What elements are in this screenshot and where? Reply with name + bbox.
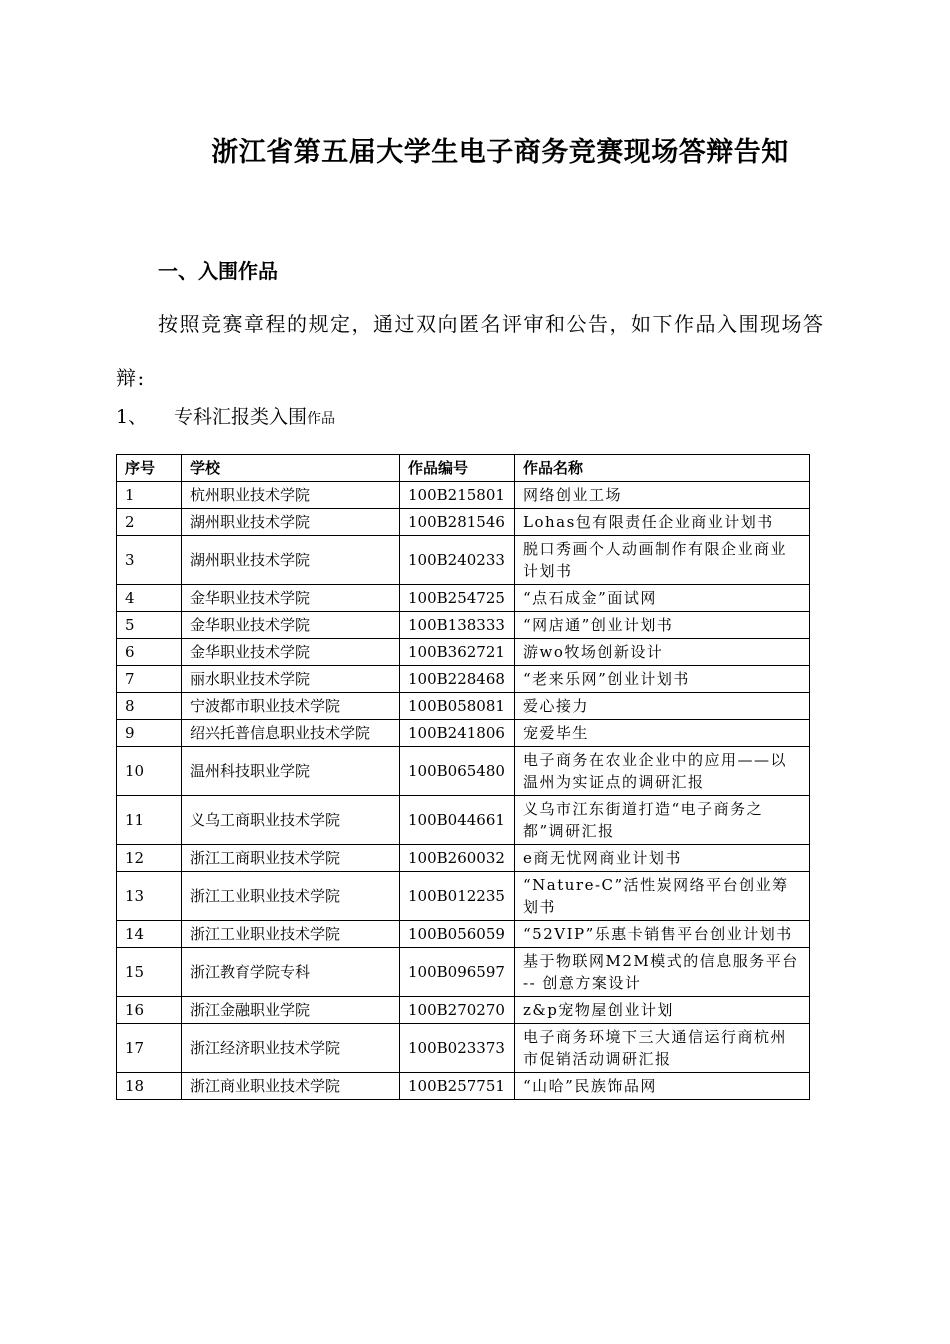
section-heading: 一、入围作品 xyxy=(158,259,278,283)
cell-entry-id: 100B362721 xyxy=(400,639,515,666)
table-row xyxy=(117,639,810,666)
cell-entry-name: 游wo牧场创新设计 xyxy=(515,639,810,666)
cell-index: 4 xyxy=(117,585,182,612)
table-row xyxy=(117,872,810,921)
cell-index: 15 xyxy=(117,948,182,997)
cell-entry-name: 基于物联网M2M模式的信息服务平台 -- 创意方案设计 xyxy=(515,948,810,997)
cell-entry-id: 100B260032 xyxy=(400,845,515,872)
cell-entry-name: “网店通”创业计划书 xyxy=(515,612,810,639)
cell-entry-name: “52VIP”乐惠卡销售平台创业计划书 xyxy=(515,921,810,948)
table-body xyxy=(117,482,810,1100)
cell-school: 浙江经济职业技术学院 xyxy=(182,1024,400,1073)
cell-school: 杭州职业技术学院 xyxy=(182,482,400,509)
cell-entry-id: 100B241806 xyxy=(400,720,515,747)
table-row xyxy=(117,948,810,997)
cell-entry-name: “Nature-C”活性炭网络平台创业筹划书 xyxy=(515,872,810,921)
cell-school: 浙江工商职业技术学院 xyxy=(182,845,400,872)
cell-entry-id: 100B044661 xyxy=(400,796,515,845)
subsection-heading xyxy=(116,402,335,429)
cell-entry-id: 100B281546 xyxy=(400,509,515,536)
cell-index: 14 xyxy=(117,921,182,948)
table-header-row xyxy=(117,455,810,482)
cell-school: 金华职业技术学院 xyxy=(182,612,400,639)
cell-entry-id: 100B254725 xyxy=(400,585,515,612)
cell-entry-name: 宠爱毕生 xyxy=(515,720,810,747)
cell-entry-id: 100B012235 xyxy=(400,872,515,921)
cell-index: 7 xyxy=(117,666,182,693)
cell-entry-name: “山哈”民族饰品网 xyxy=(515,1073,810,1100)
table-row xyxy=(117,482,810,509)
table-row xyxy=(117,747,810,796)
cell-entry-id: 100B228468 xyxy=(400,666,515,693)
cell-index: 8 xyxy=(117,693,182,720)
header-school: 学校 xyxy=(182,455,400,482)
cell-entry-name: 电子商务在农业企业中的应用——以温州为实证点的调研汇报 xyxy=(515,747,810,796)
entries-table xyxy=(116,454,810,1100)
table-row xyxy=(117,666,810,693)
cell-entry-id: 100B240233 xyxy=(400,536,515,585)
cell-index: 10 xyxy=(117,747,182,796)
cell-index: 9 xyxy=(117,720,182,747)
subsection-number: 1、 xyxy=(116,406,148,428)
cell-entry-name: 爱心接力 xyxy=(515,693,810,720)
cell-entry-id: 100B056059 xyxy=(400,921,515,948)
cell-index: 1 xyxy=(117,482,182,509)
cell-entry-id: 100B138333 xyxy=(400,612,515,639)
cell-entry-name: Lohas包有限责任企业商业计划书 xyxy=(515,509,810,536)
cell-entry-name: e商无忧网商业计划书 xyxy=(515,845,810,872)
table-row xyxy=(117,536,810,585)
table-row xyxy=(117,997,810,1024)
cell-index: 3 xyxy=(117,536,182,585)
cell-school: 丽水职业技术学院 xyxy=(182,666,400,693)
cell-index: 2 xyxy=(117,509,182,536)
document-title: 浙江省第五届大学生电子商务竞赛现场答辩告知 xyxy=(211,137,789,168)
header-entry-name: 作品名称 xyxy=(515,455,810,482)
cell-school: 金华职业技术学院 xyxy=(182,585,400,612)
cell-entry-name: 电子商务环境下三大通信运行商杭州市促销活动调研汇报 xyxy=(515,1024,810,1073)
cell-school: 浙江教育学院专科 xyxy=(182,948,400,997)
cell-entry-id: 100B215801 xyxy=(400,482,515,509)
cell-entry-id: 100B023373 xyxy=(400,1024,515,1073)
cell-entry-name: 网络创业工场 xyxy=(515,482,810,509)
cell-index: 12 xyxy=(117,845,182,872)
cell-school: 湖州职业技术学院 xyxy=(182,509,400,536)
cell-entry-name: 义乌市江东街道打造“电子商务之都”调研汇报 xyxy=(515,796,810,845)
table-row xyxy=(117,921,810,948)
header-entry-id: 作品编号 xyxy=(400,455,515,482)
table-row xyxy=(117,845,810,872)
cell-school: 绍兴托普信息职业技术学院 xyxy=(182,720,400,747)
table-row xyxy=(117,585,810,612)
cell-school: 温州科技职业学院 xyxy=(182,747,400,796)
cell-index: 17 xyxy=(117,1024,182,1073)
cell-school: 宁波都市职业技术学院 xyxy=(182,693,400,720)
table-row xyxy=(117,1073,810,1100)
cell-entry-id: 100B257751 xyxy=(400,1073,515,1100)
cell-entry-id: 100B270270 xyxy=(400,997,515,1024)
table-row xyxy=(117,612,810,639)
table-row xyxy=(117,693,810,720)
cell-entry-id: 100B096597 xyxy=(400,948,515,997)
cell-index: 16 xyxy=(117,997,182,1024)
cell-index: 6 xyxy=(117,639,182,666)
cell-school: 湖州职业技术学院 xyxy=(182,536,400,585)
table-row xyxy=(117,796,810,845)
cell-school: 金华职业技术学院 xyxy=(182,639,400,666)
cell-entry-name: z&p宠物屋创业计划 xyxy=(515,997,810,1024)
cell-index: 18 xyxy=(117,1073,182,1100)
table-row xyxy=(117,1024,810,1073)
table-row xyxy=(117,509,810,536)
cell-school: 浙江工业职业技术学院 xyxy=(182,921,400,948)
cell-school: 义乌工商职业技术学院 xyxy=(182,796,400,845)
cell-entry-id: 100B065480 xyxy=(400,747,515,796)
cell-index: 11 xyxy=(117,796,182,845)
table-row xyxy=(117,720,810,747)
cell-index: 5 xyxy=(117,612,182,639)
intro-paragraph: 按照竞赛章程的规定，通过双向匿名评审和公告，如下作品入围现场答辩: xyxy=(116,312,825,390)
cell-entry-name: “点石成金”面试网 xyxy=(515,585,810,612)
cell-school: 浙江金融职业学院 xyxy=(182,997,400,1024)
cell-entry-name: “老来乐网”创业计划书 xyxy=(515,666,810,693)
cell-entry-id: 100B058081 xyxy=(400,693,515,720)
cell-school: 浙江商业职业技术学院 xyxy=(182,1073,400,1100)
cell-index: 13 xyxy=(117,872,182,921)
cell-entry-name: 脱口秀画个人动画制作有限企业商业计划书 xyxy=(515,536,810,585)
subsection-suffix: 作品 xyxy=(307,411,336,427)
header-index: 序号 xyxy=(117,455,182,482)
subsection-label: 专科汇报类入围 xyxy=(174,406,308,428)
cell-school: 浙江工业职业技术学院 xyxy=(182,872,400,921)
